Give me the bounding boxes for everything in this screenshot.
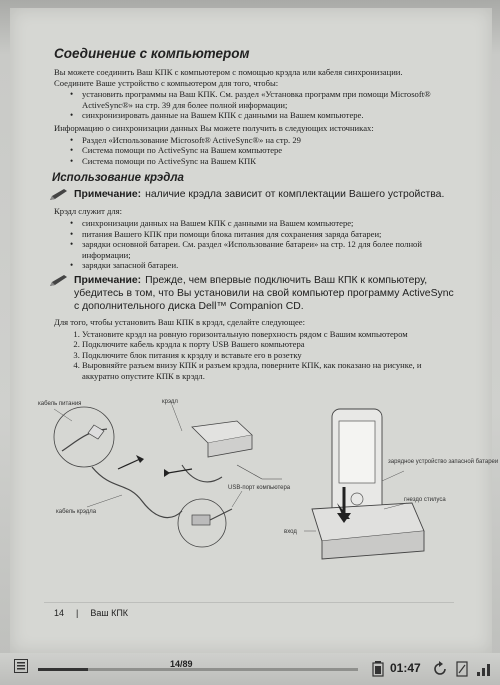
label-cable-power: кабель питания [38, 401, 82, 408]
footer-separator: | [76, 608, 79, 618]
label-cable-cradle: кабель крэдла [56, 509, 97, 516]
steps-lead: Для того, чтобы установить Ваш КПК в крэдл, сделайте следующее: [54, 316, 305, 327]
cradle-bullet-list [54, 218, 454, 271]
info-sources-lead: Информацию о синхронизации данных Вы можете получить в следующих источниках: [54, 122, 374, 133]
note-1 [48, 188, 454, 202]
page-content [38, 46, 499, 566]
label-cradle: крэдл [162, 399, 178, 406]
cradle-installation-figure [32, 391, 499, 566]
label-slot: вход [284, 529, 297, 536]
orientation-icon[interactable] [432, 661, 448, 677]
signal-icon [476, 661, 492, 677]
cradle-bullet: • питания Вашего КПК при помощи блока питания для сохранения заряда батареи; [82, 229, 454, 240]
info-bullet: • Система помощи по ActiveSync на Вашем КПК [82, 156, 454, 167]
subsection-title: Использование крэдла [52, 172, 184, 185]
intro-bullet: • установить программы на Ваш КПК. См. раздел «Установка программ при помощи Microsoft® ActiveSync®» на стр. 39 для более полной информации; [82, 89, 454, 110]
steps-list [54, 329, 454, 382]
pencil-icon [48, 274, 70, 288]
note-2 [48, 274, 454, 313]
clock: 01:47 [390, 661, 421, 675]
footer-divider [44, 602, 454, 603]
step-item: 1. Установите крэдл на ровную горизонтальную поверхность рядом с Вашим компьютером [82, 329, 454, 340]
footer-chapter: Ваш КПК [90, 608, 129, 618]
label-usb-port: USB-порт компьютера [228, 485, 291, 492]
battery-icon [372, 661, 384, 677]
section-title: Соединение с компьютером [54, 46, 250, 61]
figure-drawing [32, 391, 499, 566]
label-stylus-slot: гнездо стилуса [404, 497, 446, 504]
footer-page-number: 14 [54, 608, 65, 618]
cradle-bullet: • синхронизации данных на Вашем КПК с данными на Вашем компьютере; [82, 218, 454, 229]
intro-paragraph-2: Соедините Ваше устройство с компьютером для того, чтобы: [54, 77, 279, 88]
note-1-text: наличие крэдла зависит от комплектации Вашего устройства. [145, 189, 445, 201]
intro-bullet: • синхронизировать данные на Вашем КПК с данными на Вашем компьютере. [82, 110, 454, 121]
cradle-bullet: • зарядки запасной батареи. [82, 260, 454, 271]
menu-icon[interactable] [14, 659, 28, 673]
step-item: 4. Выровняйте разъем внизу КПК и разъем крэдла, поверните КПК, как показано на рисунке, и аккуратно опустите КПК в крэдл. [82, 360, 454, 381]
intro-paragraph-1: Вы можете соединить Ваш КПК с компьютером с помощью крэдла или кабеля синхронизации. [54, 67, 403, 77]
page-footer [54, 608, 128, 618]
book-page [10, 8, 499, 653]
page-counter: 14/89 [170, 659, 193, 669]
intro-bullet-list [54, 89, 454, 121]
step-item: 2. Подключите кабель крэдла к порту USB Вашего компьютера [82, 339, 454, 350]
refresh-icon[interactable] [454, 661, 470, 677]
reading-progress-fill [38, 668, 88, 671]
cradle-lead: Крэдл служит для: [54, 206, 123, 217]
note-1-label: Примечание: [74, 189, 142, 201]
note-2-label: Примечание: [74, 274, 142, 286]
info-bullet-list [54, 135, 454, 167]
cradle-bullet: • зарядки основной батареи. См. раздел «Использование батареи» на стр. 12 для более полной информации; [82, 239, 454, 260]
pencil-icon [48, 188, 70, 202]
label-spare-battery: зарядное устройство запасной батареи [388, 459, 499, 466]
info-bullet: • Система помощи по ActiveSync на Вашем компьютере [82, 145, 454, 156]
step-item: 3. Подключите блок питания к крэдлу и вставьте его в розетку [82, 350, 454, 361]
info-bullet: • Раздел «Использование Microsoft® ActiveSync®» на стр. 29 [82, 135, 454, 146]
note-2-text: Прежде, чем впервые подключить Ваш КПК к компьютеру, убедитесь в том, что Вы установили на свой компьютер программу ActiveSync с дополнительного диска Dell™ Companion CD. [74, 274, 454, 312]
